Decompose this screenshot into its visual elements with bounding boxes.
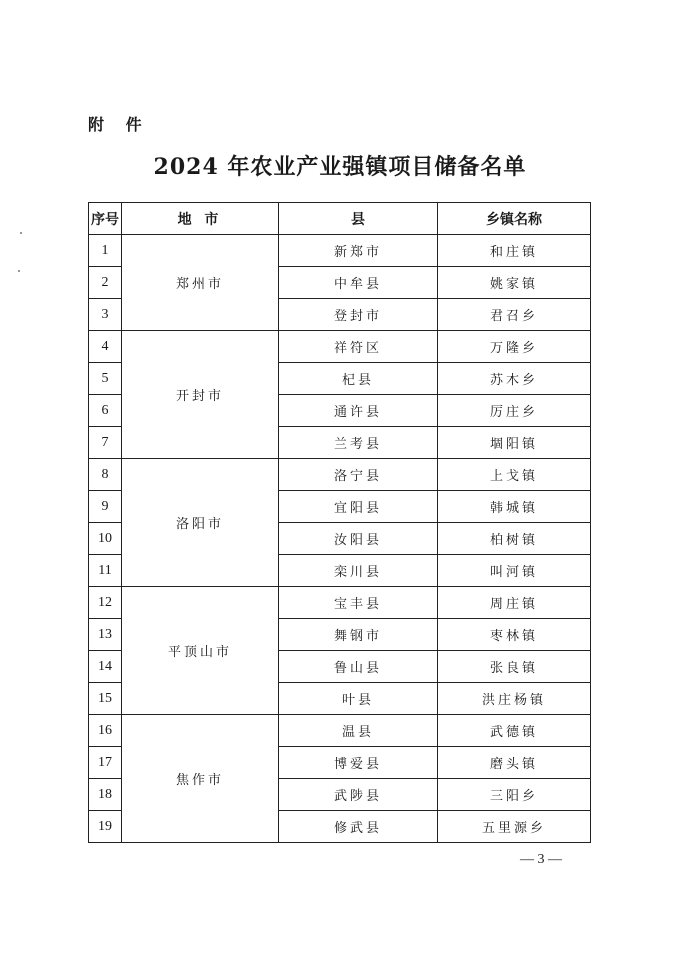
- row-town: 柏树镇: [438, 523, 591, 555]
- row-seq: 12: [89, 587, 122, 619]
- attachment-label: 附 件: [88, 115, 150, 134]
- row-town: 叫河镇: [438, 555, 591, 587]
- scan-speck: [18, 270, 20, 272]
- row-seq: 5: [89, 363, 122, 395]
- row-seq: 9: [89, 491, 122, 523]
- table-row: [89, 459, 591, 491]
- row-county: 鲁山县: [279, 651, 438, 683]
- row-town: 苏木乡: [438, 363, 591, 395]
- row-seq: 15: [89, 683, 122, 715]
- row-town: 厉庄乡: [438, 395, 591, 427]
- row-county: 宜阳县: [279, 491, 438, 523]
- row-town: 枣林镇: [438, 619, 591, 651]
- row-town: 上戈镇: [438, 459, 591, 491]
- row-county: 杞县: [279, 363, 438, 395]
- table-header-row: [89, 203, 591, 235]
- document-title: 2024 年农业产业强镇项目储备名单: [153, 154, 527, 180]
- row-seq: 2: [89, 267, 122, 299]
- row-seq: 11: [89, 555, 122, 587]
- row-seq: 18: [89, 779, 122, 811]
- row-county: 通许县: [279, 395, 438, 427]
- row-seq: 17: [89, 747, 122, 779]
- header-city: 地 市: [122, 203, 279, 235]
- row-county: 宝丰县: [279, 587, 438, 619]
- row-county: 武陟县: [279, 779, 438, 811]
- row-county: 温县: [279, 715, 438, 747]
- scan-speck: [20, 232, 22, 234]
- row-county: 中牟县: [279, 267, 438, 299]
- row-county: 兰考县: [279, 427, 438, 459]
- row-seq: 8: [89, 459, 122, 491]
- row-county: 洛宁县: [279, 459, 438, 491]
- row-town: 磨头镇: [438, 747, 591, 779]
- row-city: 郑州市: [122, 235, 279, 331]
- table-row: [89, 235, 591, 267]
- row-seq: 10: [89, 523, 122, 555]
- row-town: 君召乡: [438, 299, 591, 331]
- town-list-table: [88, 202, 591, 843]
- row-town: 堌阳镇: [438, 427, 591, 459]
- row-city: 开封市: [122, 331, 279, 459]
- row-town: 韩城镇: [438, 491, 591, 523]
- row-seq: 4: [89, 331, 122, 363]
- page-number: — 3 —: [520, 852, 562, 867]
- row-city: 焦作市: [122, 715, 279, 843]
- table-row: [89, 331, 591, 363]
- row-county: 舞钢市: [279, 619, 438, 651]
- header-town: 乡镇名称: [438, 203, 591, 235]
- row-town: 姚家镇: [438, 267, 591, 299]
- row-county: 修武县: [279, 811, 438, 843]
- row-seq: 1: [89, 235, 122, 267]
- table-body: [89, 235, 591, 843]
- header-seq: 序号: [89, 203, 122, 235]
- row-seq: 7: [89, 427, 122, 459]
- row-seq: 6: [89, 395, 122, 427]
- row-county: 博爱县: [279, 747, 438, 779]
- row-town: 张良镇: [438, 651, 591, 683]
- row-county: 汝阳县: [279, 523, 438, 555]
- row-county: 栾川县: [279, 555, 438, 587]
- row-county: 叶县: [279, 683, 438, 715]
- row-seq: 14: [89, 651, 122, 683]
- row-town: 武德镇: [438, 715, 591, 747]
- row-county: 登封市: [279, 299, 438, 331]
- row-town: 和庄镇: [438, 235, 591, 267]
- row-seq: 19: [89, 811, 122, 843]
- row-city: 平顶山市: [122, 587, 279, 715]
- row-county: 新郑市: [279, 235, 438, 267]
- row-town: 洪庄杨镇: [438, 683, 591, 715]
- row-seq: 3: [89, 299, 122, 331]
- row-county: 祥符区: [279, 331, 438, 363]
- row-town: 五里源乡: [438, 811, 591, 843]
- row-seq: 13: [89, 619, 122, 651]
- table-row: [89, 587, 591, 619]
- row-city: 洛阳市: [122, 459, 279, 587]
- table-row: [89, 715, 591, 747]
- row-town: 三阳乡: [438, 779, 591, 811]
- row-town: 周庄镇: [438, 587, 591, 619]
- row-town: 万隆乡: [438, 331, 591, 363]
- header-county: 县: [279, 203, 438, 235]
- row-seq: 16: [89, 715, 122, 747]
